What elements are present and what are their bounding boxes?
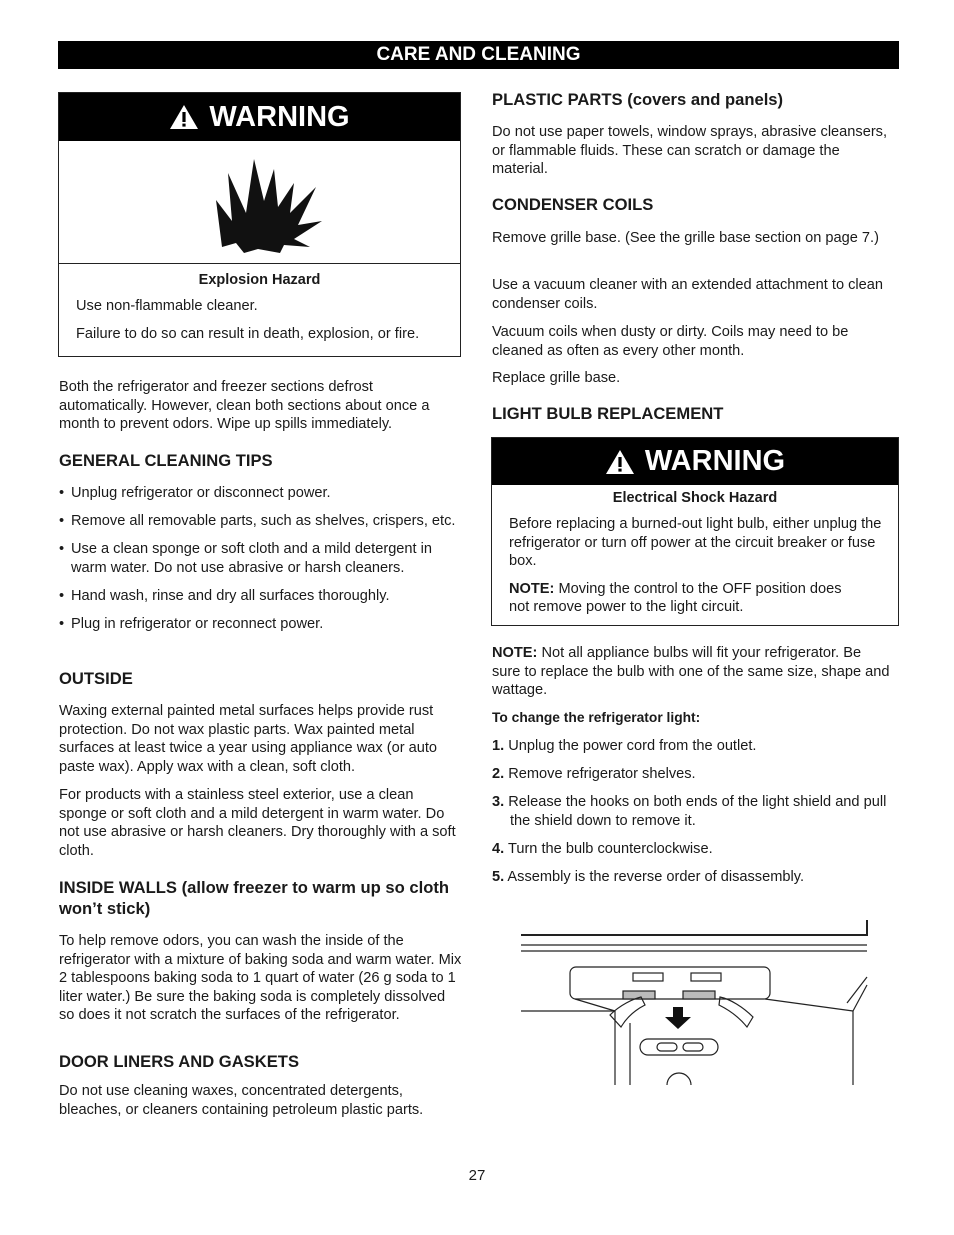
explosion-icon-area <box>59 141 460 264</box>
arrow-down-icon <box>665 1007 691 1029</box>
step-text: Unplug the power cord from the outlet. <box>504 738 757 754</box>
list-item <box>492 737 892 756</box>
page-number: 27 <box>468 1167 486 1184</box>
inside-walls-paragraph: To help remove odors, you can wash the inside of the refrigerator with a mixture of baking soda and warm water. Mix 2 tablespoons baking soda to 1 quart of water (26 g soda to 1 liter water.) Be sure the baking soda is completely dissolved so does it not scratch the surfaces of the refrigerator. <box>59 933 462 1024</box>
change-light-title <box>492 709 892 728</box>
warning2-note <box>509 580 858 617</box>
warning1-line-1: Use non-flammable cleaner. <box>76 298 258 314</box>
step-number: 1. <box>492 738 505 754</box>
step-number: 4. <box>492 840 505 857</box>
condenser-paragraph-4: Replace grille base. <box>492 370 621 386</box>
warning2-paragraph: Before replacing a burned-out light bulb, either unplug the refrigerator or turn off power at the circuit breaker or fuse box. <box>509 516 882 570</box>
outside-paragraph-1: Waxing external painted metal surfaces helps provide rust protection. Do not wax plastic parts. Wax painted metal surfaces at least twice a year using appliance wax (or auto paste wax). Apply wax with a clean, soft cloth. <box>59 703 438 775</box>
list-item <box>492 765 892 784</box>
general-cleaning-heading: GENERAL CLEANING TIPS <box>59 451 273 470</box>
door-liners-paragraph: Do not use cleaning waxes, concentrated detergents, bleaches, or cleaners containing petroleum plastic parts. <box>59 1083 424 1118</box>
plastic-parts-heading: PLASTIC PARTS (covers and panels) <box>492 90 784 109</box>
list-item: • Use a clean sponge or soft cloth and a mild detergent in warm water. Do not use abrasive or harsh cleaners. <box>59 540 463 577</box>
light-shield-illustration <box>515 915 875 1090</box>
list-item <box>492 793 892 830</box>
list-item <box>492 840 892 859</box>
step-number: 3. <box>492 794 505 811</box>
explosion-icon <box>214 155 324 255</box>
section-title-bar <box>58 41 899 69</box>
list-item: • Hand wash, rinse and dry all surfaces thoroughly. <box>59 587 463 606</box>
inside-walls-heading: INSIDE WALLS (allow freezer to warm up so cloth won’t stick) <box>59 878 450 918</box>
step-number: 5. <box>492 868 505 885</box>
light-steps-list <box>492 737 892 887</box>
condenser-paragraph-2: Use a vacuum cleaner with an extended attachment to clean condenser coils. <box>492 277 884 312</box>
explosion-hazard-title: Explosion Hazard <box>198 272 321 288</box>
note-label: NOTE: <box>492 645 538 661</box>
list-item <box>492 868 892 887</box>
list-item: • Plug in refrigerator or reconnect power. <box>59 615 463 634</box>
list-item: • Unplug refrigerator or disconnect power. <box>59 484 463 503</box>
electrical-warning-box <box>491 437 899 626</box>
step-text: Remove refrigerator shelves. <box>504 766 696 783</box>
step-number: 2. <box>492 766 505 783</box>
list-item: • Remove all removable parts, such as shelves, crispers, etc. <box>59 512 463 531</box>
bulb-note <box>492 644 892 700</box>
step-text: Release the hooks on both ends of the light shield and pull the shield down to remove it. <box>504 794 887 829</box>
condenser-paragraph-3: Vacuum coils when dusty or dirty. Coils may need to be cleaned as often as every other month. <box>492 324 849 359</box>
door-liners-heading: DOOR LINERS AND GASKETS <box>59 1052 300 1071</box>
warning-header <box>492 438 898 485</box>
step-text: Assembly is the reverse order of disassembly. <box>504 868 804 885</box>
warning-heading: WARNING <box>644 445 786 477</box>
plastic-parts-paragraph: Do not use paper towels, window sprays, abrasive cleansers, or flammable fluids. These can scratch or damage the material. <box>492 124 888 178</box>
general-cleaning-list <box>59 484 463 634</box>
note-label: NOTE: <box>509 580 555 597</box>
warning1-line-2: Failure to do so can result in death, explosion, or fire. <box>76 325 420 342</box>
warning-heading: WARNING <box>209 100 350 133</box>
section-title: CARE AND CLEANING <box>376 44 581 65</box>
electrical-hazard-title: Electrical Shock Hazard <box>612 490 778 506</box>
outside-paragraph-2: For products with a stainless steel exterior, use a clean sponge or soft cloth and a mild detergent in warm water. Do not use abrasive or harsh cleaners. Dry thoroughly with a soft cloth. <box>59 787 456 859</box>
light-bulb-heading: LIGHT BULB REPLACEMENT <box>492 404 724 423</box>
warning-triangle-icon <box>605 449 635 475</box>
note-text: Moving the control to the OFF position does not remove power to the light circuit. <box>509 580 842 616</box>
condenser-paragraph-1: Remove grille base. (See the grille base section on page 7.) <box>492 230 879 246</box>
intro-paragraph: Both the refrigerator and freezer sections defrost automatically. However, clean both sections about once a month to prevent odors. Wipe up spills immediately. <box>59 379 430 433</box>
note-text: Not all appliance bulbs will fit your refrigerator. Be sure to replace the bulb with one of the same size, shape and wattage. <box>492 645 890 699</box>
outside-heading: OUTSIDE <box>59 669 133 688</box>
condenser-coils-heading: CONDENSER COILS <box>492 195 654 214</box>
warning-triangle-icon <box>169 104 199 130</box>
warning-header <box>59 93 460 141</box>
step-text: Turn the bulb counterclockwise. <box>504 840 713 857</box>
change-light-label: To change the refrigerator light: <box>492 710 701 725</box>
explosion-warning-box <box>58 92 461 357</box>
